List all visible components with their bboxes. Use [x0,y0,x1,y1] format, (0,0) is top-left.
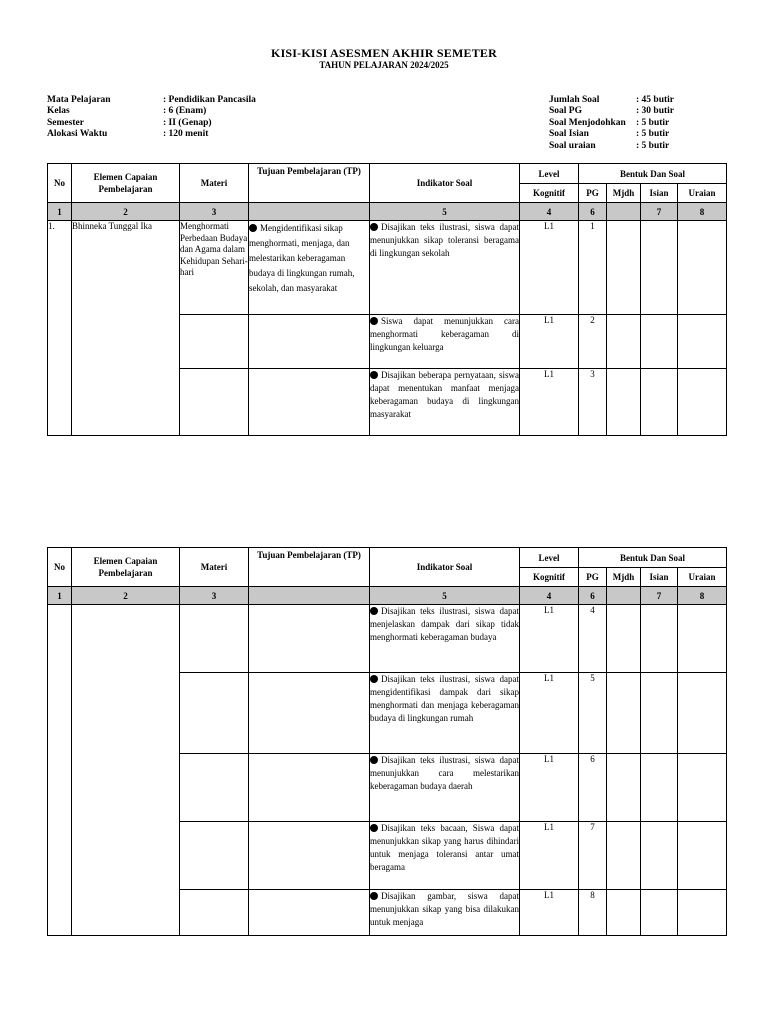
indikator-text: Disajikan teks ilustrasi, siswa dapat menunjukkan sikap toleransi beragama di lingkungan sekolah [370,222,519,258]
column-index: 3 [180,587,249,605]
tp-cell [249,673,370,754]
info-value: : 5 butir [636,140,670,151]
indikator-cell [370,605,520,673]
tp-cell [249,369,370,436]
tp-cell [249,822,370,890]
indikator-text: Disajikan teks ilustrasi, siswa dapat menunjukkan cara melestarikan keberagaman budaya daerah [370,755,519,791]
header-bentuk: Bentuk Dan Soal [579,164,727,184]
column-index: 8 [678,587,727,605]
header-elemen: Elemen Capaian Pembelajaran [72,164,180,203]
info-value: : 45 butir [636,95,674,105]
mjdh-cell [607,754,641,822]
indikator-cell [370,369,520,436]
header-indikator: Indikator Soal [370,548,520,587]
column-index-row [48,203,727,221]
indikator-text: Disajikan teks ilustrasi, siswa dapat mengidentifikasi dampak dari sikap menghormati dan menjaga keberagaman budaya di lingkungan rumah [370,674,519,723]
bullet-icon [370,675,378,683]
info-row [47,118,256,129]
indikator-cell [370,221,520,315]
bullet-icon [370,824,378,832]
pg-cell: 2 [579,315,607,369]
info-value: : 30 butir [636,106,674,117]
bullet-icon [370,892,378,900]
question-count-info [549,95,674,152]
column-index [607,587,641,605]
header-kognitif: Kognitif [520,568,579,587]
column-index-row [48,587,727,605]
mjdh-cell [607,369,641,436]
indikator-cell [370,890,520,936]
info-row [549,118,674,129]
isian-cell [641,822,678,890]
pg-cell: 4 [579,605,607,673]
header-isian: Isian [641,184,678,203]
materi-cell [180,673,249,754]
mjdh-cell [607,221,641,315]
indikator-text: Disajikan beberapa pernyataan, siswa dapat menentukan manfaat menjaga keberagaman budaya di lingkungan masyarakat [370,370,519,419]
header-tp: Tujuan Pembelajaran (TP) [249,164,370,203]
info-key: Alokasi Waktu [47,129,108,140]
isian-cell [641,890,678,936]
info-row [549,95,674,106]
mjdh-cell [607,822,641,890]
header-isian: Isian [641,568,678,587]
column-index: 3 [180,203,249,221]
materi-cell [180,890,249,936]
header-tp: Tujuan Pembelajaran (TP) [249,548,370,587]
pg-cell: 6 [579,754,607,822]
column-index: 8 [678,203,727,221]
column-index: 6 [579,203,607,221]
info-row [549,106,674,117]
indikator-text: Disajikan teks ilustrasi, siswa dapat menjelaskan dampak dari sikap tidak menghormati keberagaman budaya [370,606,519,642]
document-subtitle: TAHUN PELAJARAN 2024/2025 [319,60,449,70]
document-title: KISI-KISI ASESMEN AKHIR SEMETER [271,46,497,60]
column-index: 5 [370,587,520,605]
isian-cell [641,221,678,315]
column-index: 5 [370,203,520,221]
pg-cell: 1 [579,221,607,315]
grid-table-1 [47,163,727,436]
elemen-cell: Bhinneka Tunggal Ika [72,221,180,436]
bullet-icon [370,317,378,325]
materi-cell [180,822,249,890]
info-value: : 6 (Enam) [163,106,207,117]
bullet-icon [249,224,257,232]
column-index [249,587,370,605]
header-elemen: Elemen Capaian Pembelajaran [72,548,180,587]
materi-cell [180,369,249,436]
info-value: : 5 butir [636,117,670,128]
pg-cell: 8 [579,890,607,936]
header-pg: PG [579,184,607,203]
tp-text: Mengidentifikasi sikap menghormati, menjaga, dan melestarikan keberagaman budaya di lingkungan rumah, sekolah, dan masyarakat [249,223,355,293]
uraian-cell [678,673,727,754]
header-materi: Materi [180,164,249,203]
column-index: 6 [579,587,607,605]
column-index [607,203,641,221]
info-key: Semester [47,117,84,128]
info-key: Soal Menjodohkan [549,117,626,128]
row-number: 1. [48,221,72,436]
level-cell: L1 [520,221,579,315]
info-key: Soal PG [549,106,582,117]
column-index: 4 [520,203,579,221]
info-row [47,129,256,140]
materi-cell [180,754,249,822]
row-number [48,605,72,936]
materi-cell [180,605,249,673]
header-materi: Materi [180,548,249,587]
mjdh-cell [607,315,641,369]
header-uraian: Uraian [678,184,727,203]
info-key: Soal uraian [549,140,596,151]
header-uraian: Uraian [678,568,727,587]
header-level: Level [520,164,579,184]
column-index: 1 [48,587,72,605]
pg-cell: 5 [579,673,607,754]
info-row [47,106,256,117]
mjdh-cell [607,605,641,673]
table-row [48,221,727,315]
indikator-cell [370,822,520,890]
mjdh-cell [607,890,641,936]
column-index: 7 [641,587,678,605]
indikator-text: Disajikan gambar, siswa dapat menunjukkan sikap yang bisa dilakukan untuk menjaga [370,891,519,927]
info-key: Jumlah Soal [549,95,600,105]
materi-cell: Menghormati Perbedaan Budaya dan Agama dalam Kehidupan Sehari-hari [180,221,249,315]
uraian-cell [678,822,727,890]
header-mjdh: Mjdh [607,568,641,587]
column-index [249,203,370,221]
indikator-cell [370,754,520,822]
indikator-cell [370,315,520,369]
tp-cell [249,890,370,936]
info-row [549,129,674,140]
indikator-text: Siswa dapat menunjukkan cara menghormati keberagaman di lingkungan keluarga [370,316,519,352]
column-index: 7 [641,203,678,221]
uraian-cell [678,754,727,822]
isian-cell [641,605,678,673]
uraian-cell [678,221,727,315]
uraian-cell [678,605,727,673]
tp-cell [249,605,370,673]
indikator-text: Disajikan teks bacaan, Siswa dapat menunjukkan sikap yang harus dihindari untuk menjaga toleransi antar umat beragama [370,823,519,872]
subject-info [47,95,256,141]
header-row [48,548,727,568]
pg-cell: 7 [579,822,607,890]
uraian-cell [678,890,727,936]
header-pg: PG [579,568,607,587]
level-cell: L1 [520,605,579,673]
tp-cell [249,754,370,822]
header-kognitif: Kognitif [520,184,579,203]
uraian-cell [678,369,727,436]
isian-cell [641,315,678,369]
tp-cell [249,315,370,369]
grid-table-2 [47,547,727,936]
info-value: : 120 menit [163,129,209,140]
column-index: 1 [48,203,72,221]
header-indikator: Indikator Soal [370,164,520,203]
isian-cell [641,673,678,754]
column-index: 4 [520,587,579,605]
isian-cell [641,754,678,822]
uraian-cell [678,315,727,369]
pg-cell: 3 [579,369,607,436]
tp-cell [249,221,370,315]
info-key: Kelas [47,106,70,117]
header-no: No [48,548,72,587]
indikator-cell [370,673,520,754]
bullet-icon [370,756,378,764]
column-index: 2 [72,203,180,221]
bullet-icon [370,371,378,379]
info-key: Soal Isian [549,129,589,140]
info-key: Mata Pelajaran [47,95,111,105]
level-cell: L1 [520,369,579,436]
info-value: : 5 butir [636,129,670,140]
header-no: No [48,164,72,203]
column-index: 2 [72,587,180,605]
header-level: Level [520,548,579,568]
bullet-icon [370,223,378,231]
level-cell: L1 [520,822,579,890]
isian-cell [641,369,678,436]
table-row [48,605,727,673]
info-row [549,141,674,152]
header-mjdh: Mjdh [607,184,641,203]
level-cell: L1 [520,673,579,754]
header-bentuk: Bentuk Dan Soal [579,548,727,568]
bullet-icon [370,607,378,615]
materi-cell [180,315,249,369]
level-cell: L1 [520,890,579,936]
level-cell: L1 [520,315,579,369]
mjdh-cell [607,673,641,754]
elemen-cell [72,605,180,936]
info-value: : Pendidikan Pancasila [163,95,256,105]
info-value: : II (Genap) [163,117,212,128]
header-row [48,164,727,184]
level-cell: L1 [520,754,579,822]
info-row [47,95,256,106]
